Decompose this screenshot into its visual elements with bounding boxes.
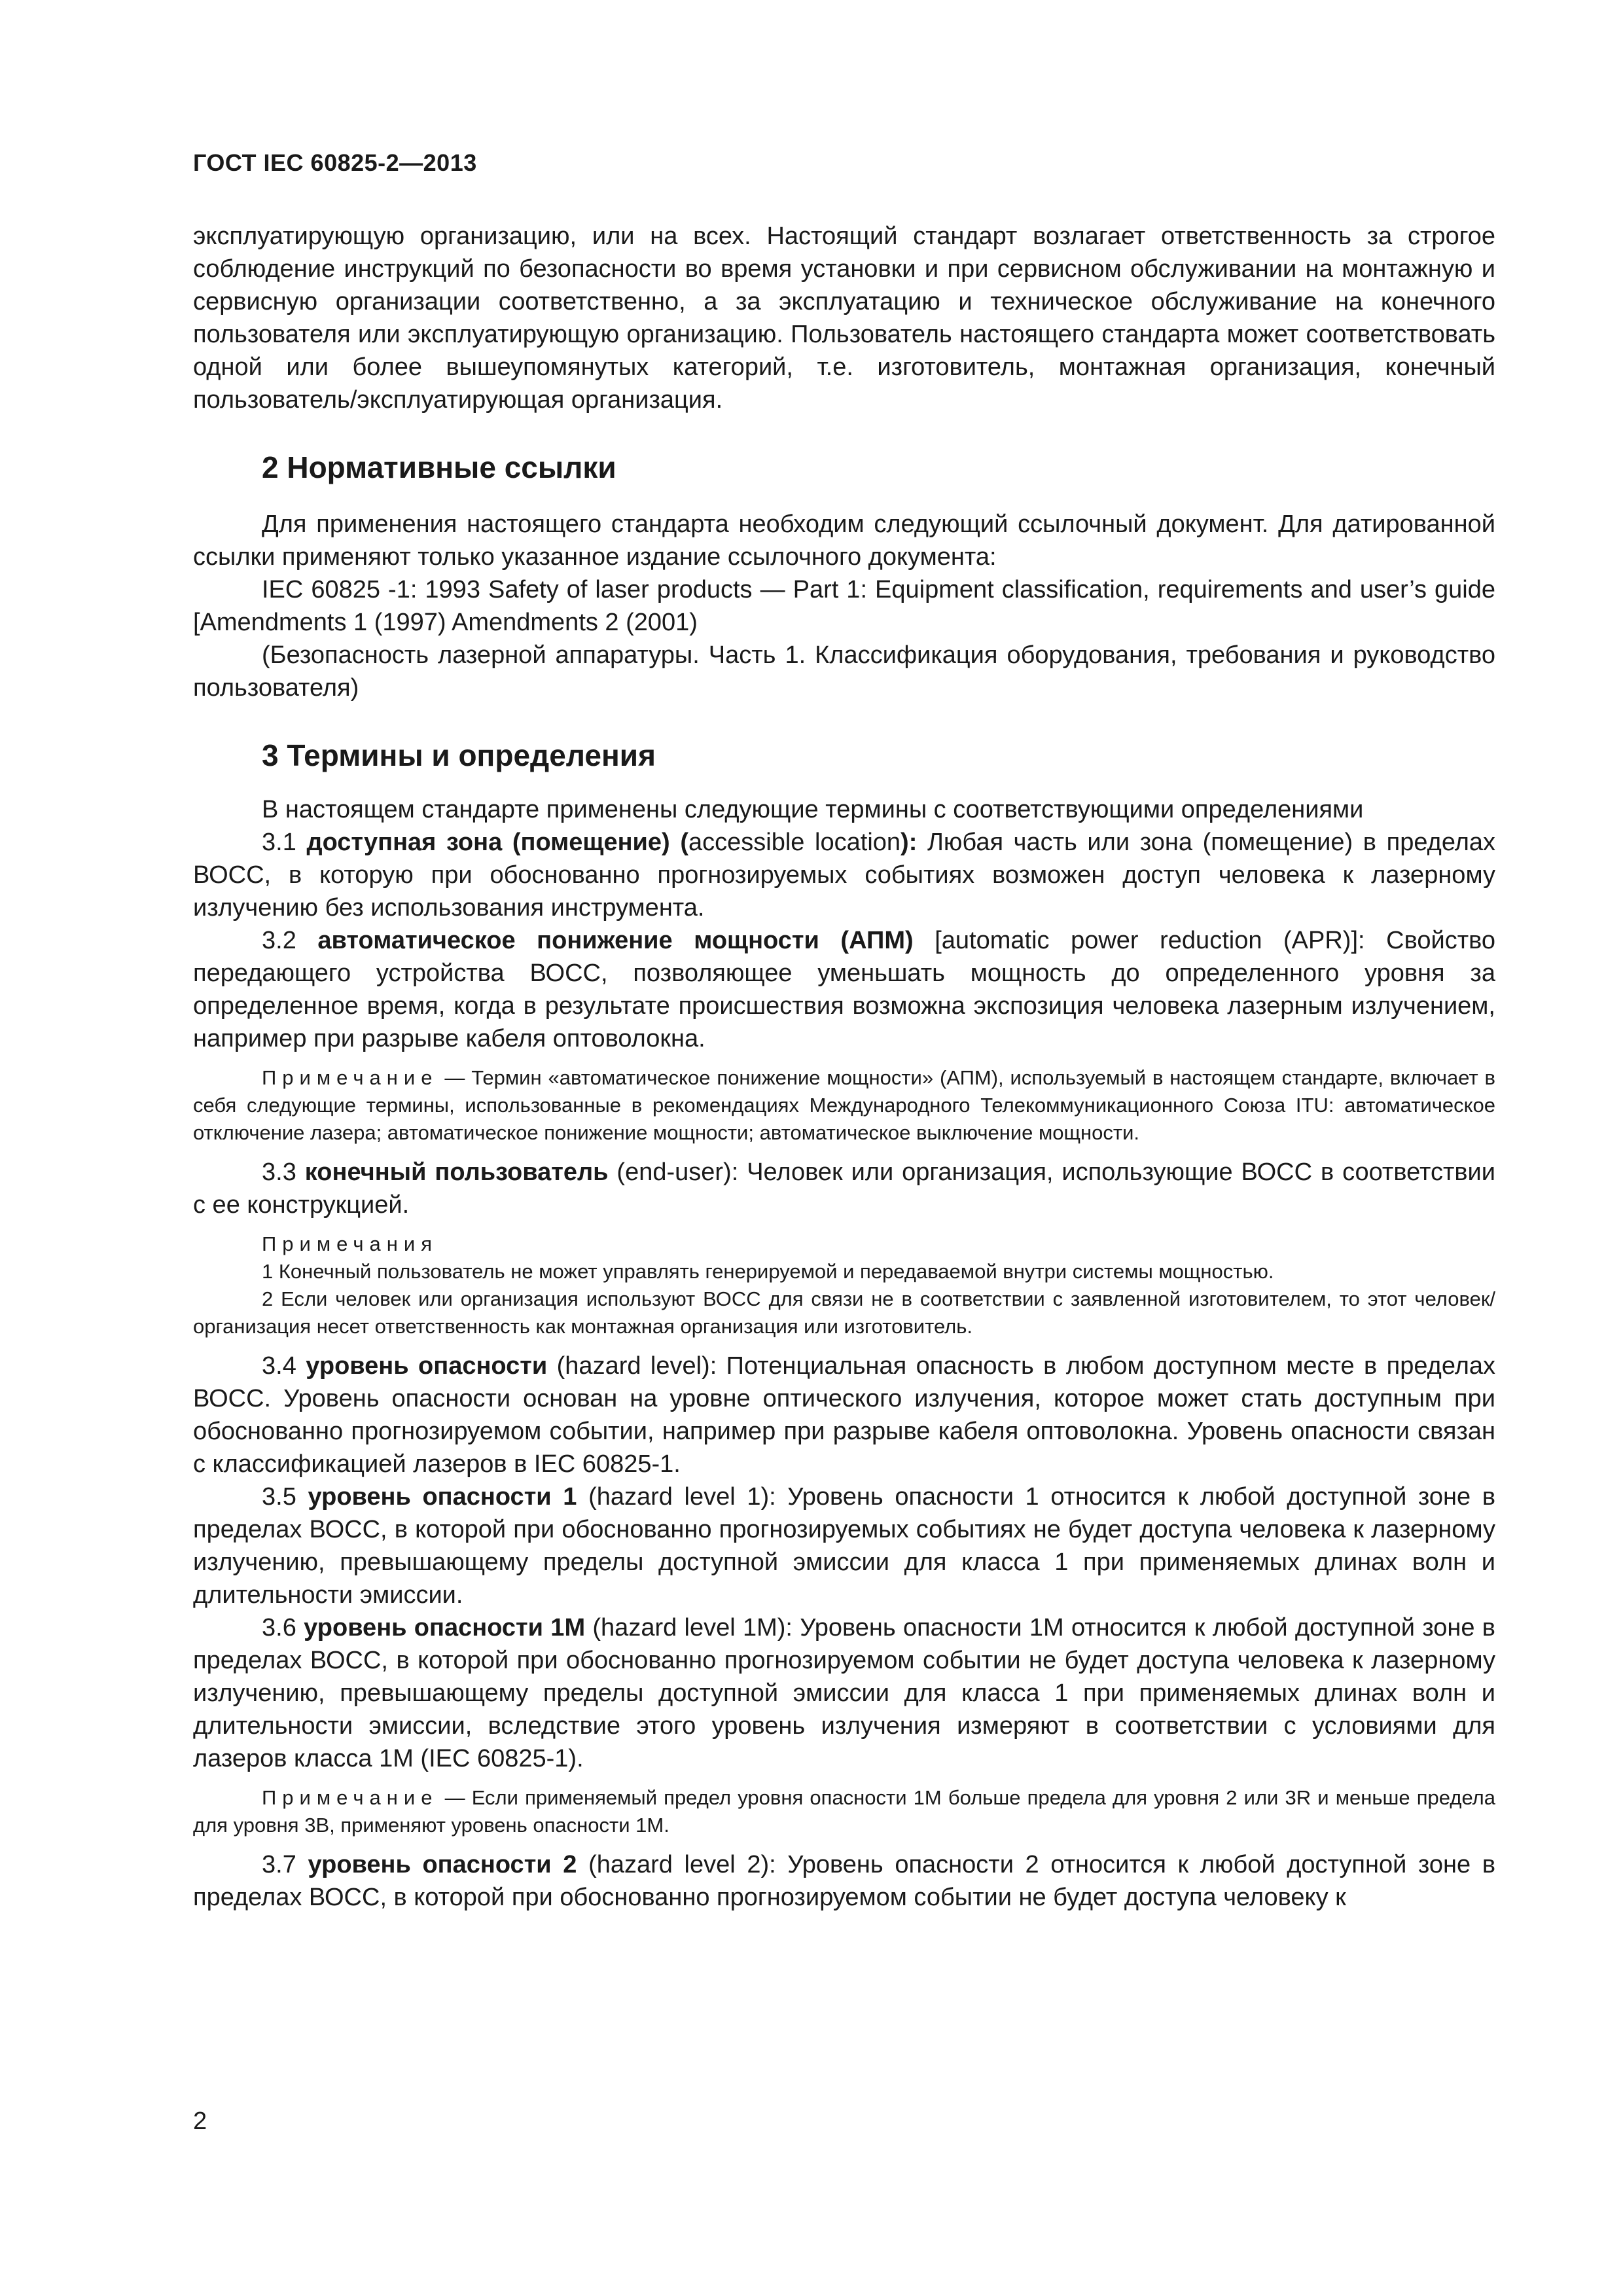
term-number: 3.1 <box>262 829 307 856</box>
term-title: уровень опасности <box>306 1352 548 1380</box>
term-title: уровень опасности 1М <box>304 1614 586 1641</box>
term-number: 3.3 <box>262 1158 305 1186</box>
normative-reference: IEC 60825 -1: 1993 Safety of laser products — Part 1: Equipment classification, requirements and user’s guide [Amendments 1 (1997) Amendments 2 (2001) <box>193 576 1495 636</box>
term-3-2 <box>193 924 1495 1055</box>
term-definition: (hazard level 1M): Уровень опасности 1М относится к любой доступной зоне в пределах ВОСС, в которой при обоснованно прогнозируемом событии не будет доступа человека к лазерному излучению, превышающему пределы доступной эмиссии для класса 1 при применяемых длинах волн и длительности эмиссии, вследствие этого уровень излучения измеряют в соответствии с условиями для лазеров класса 1М (IEC 60825-1). <box>193 1614 1495 1772</box>
term-number: 3.6 <box>262 1614 304 1641</box>
normative-reference-translation: (Безопасность лазерной аппаратуры. Часть 1. Классификация оборудования, требования и руководство пользователя) <box>193 641 1495 702</box>
running-header: ГОСТ IEC 60825-2—2013 <box>193 149 477 176</box>
term-title: уровень опасности 1 <box>308 1483 577 1511</box>
term-number: 3.4 <box>262 1352 306 1380</box>
note-3-2 <box>193 1064 1495 1147</box>
term-title: доступная зона (помещение) ( <box>306 829 688 856</box>
term-definition: [automatic power reduction (APR)]: Свойство передающего устройства ВОСС, позволяющее уменьшать мощность до определенного уровня за определенное время, когда в результате происшествия возможна экспозиция человека лазерным излучением, например при разрыве кабеля оптоволокна. <box>193 927 1495 1052</box>
page-content <box>193 220 1495 1914</box>
note-3-3-2: 2 Если человек или организация используют ВОСС для связи не в соответствии с заявленной изготовителем, то этот человек/организация несет ответственность как монтажная организация или изготовитель. <box>193 1287 1495 1338</box>
term-english: accessible location <box>688 829 901 856</box>
intro-paragraph: эксплуатирующую организацию, или на всех. Настоящий стандарт возлагает ответственность за строгое соблюдение инструкций по безопасности во время установки и при сервисном обслуживании на монтажную и сервисную организации соответственно, а за эксплуатацию и техническое обслуживание на конечного пользователя или эксплуатирующую организацию. Пользователь настоящего стандарта может соответствовать одной или более вышеупомянутых категорий, т.е. изготовитель, монтажная организация, конечный пользователь/эксплуатирующая организация. <box>193 223 1495 414</box>
note-text: — Термин «автоматическое понижение мощности» (АПМ), используемый в настоящем стандарте, включает в себя следующие термины, использованные в рекомендациях Международного Телекоммуникационного Союза ITU: автоматическое отключение лазера; автоматическое понижение мощности; автоматическое выключение мощности. <box>193 1066 1495 1144</box>
term-3-5 <box>193 1480 1495 1611</box>
term-definition: Любая часть или зона (помещение) в пределах ВОСС, в которую при обоснованно прогнозируемых событиях возможен доступ человека к лазерному излучению без использования инструмента. <box>193 829 1495 922</box>
note-3-3-1: 1 Конечный пользователь не может управлять генерируемой и передаваемой внутри системы мощностью. <box>262 1260 1274 1283</box>
note-text: — Если применяемый предел уровня опасности 1М больше предела для уровня 2 или 3R и меньше предела для уровня 3В, применяют уровень опасности 1М. <box>193 1786 1495 1837</box>
note-label: Примечание <box>262 1066 438 1089</box>
term-definition: (hazard level): Потенциальная опасность в любом доступном месте в пределах ВОСС. Уровень опасности основан на уровне оптического излучения, которое может стать доступным при обоснованно прогнозируемом событии, например при разрыве кабеля оптоволокна. Уровень опасности связан с классификацией лазеров в IEC 60825-1. <box>193 1352 1496 1478</box>
term-3-4 <box>193 1350 1495 1480</box>
term-title: автоматическое понижение мощности (АПМ) <box>317 927 914 954</box>
term-definition: (end-user): Человек или организация, использующие ВОСС в соответствии с ее конструкцией. <box>193 1158 1495 1219</box>
term-3-7 <box>193 1848 1495 1914</box>
term-title: уровень опасности 2 <box>308 1851 577 1878</box>
term-number: 3.2 <box>262 927 318 954</box>
term-title: конечный пользователь <box>304 1158 609 1186</box>
notes-3-3-label <box>193 1230 1495 1258</box>
note-label: Примечание <box>262 1786 438 1809</box>
note-3-6 <box>193 1784 1495 1839</box>
section-3-intro: В настоящем стандарте применены следующие термины с соответствующими определениями <box>262 796 1364 823</box>
section-3-heading: 3 Термины и определения <box>262 738 656 772</box>
note-label: Примечания <box>262 1232 438 1255</box>
term-definition: (hazard level 2): Уровень опасности 2 относится к любой доступной зоне в пределах ВОСС, в которой при обоснованно прогнозируемом событии не будет доступа человеку к <box>193 1851 1496 1911</box>
term-3-3 <box>193 1156 1495 1221</box>
term-definition: (hazard level 1): Уровень опасности 1 относится к любой доступной зоне в пределах ВОСС, в которой при обоснованно прогнозируемых событиях не будет доступа человека к лазерному излучению, превышающему пределы доступной эмиссии для класса 1 при применяемых длинах волн и длительности эмиссии. <box>193 1483 1496 1609</box>
term-colon: ): <box>901 829 918 856</box>
term-number: 3.5 <box>262 1483 308 1511</box>
section-2-heading: 2 Нормативные ссылки <box>262 450 616 484</box>
page-number: 2 <box>193 2108 207 2135</box>
section-2-paragraph: Для применения настоящего стандарта необходим следующий ссылочный документ. Для датированной ссылки применяют только указанное издание ссылочного документа: <box>193 511 1495 571</box>
term-number: 3.7 <box>262 1851 308 1878</box>
term-3-1 <box>193 826 1495 924</box>
term-3-6 <box>193 1611 1495 1775</box>
